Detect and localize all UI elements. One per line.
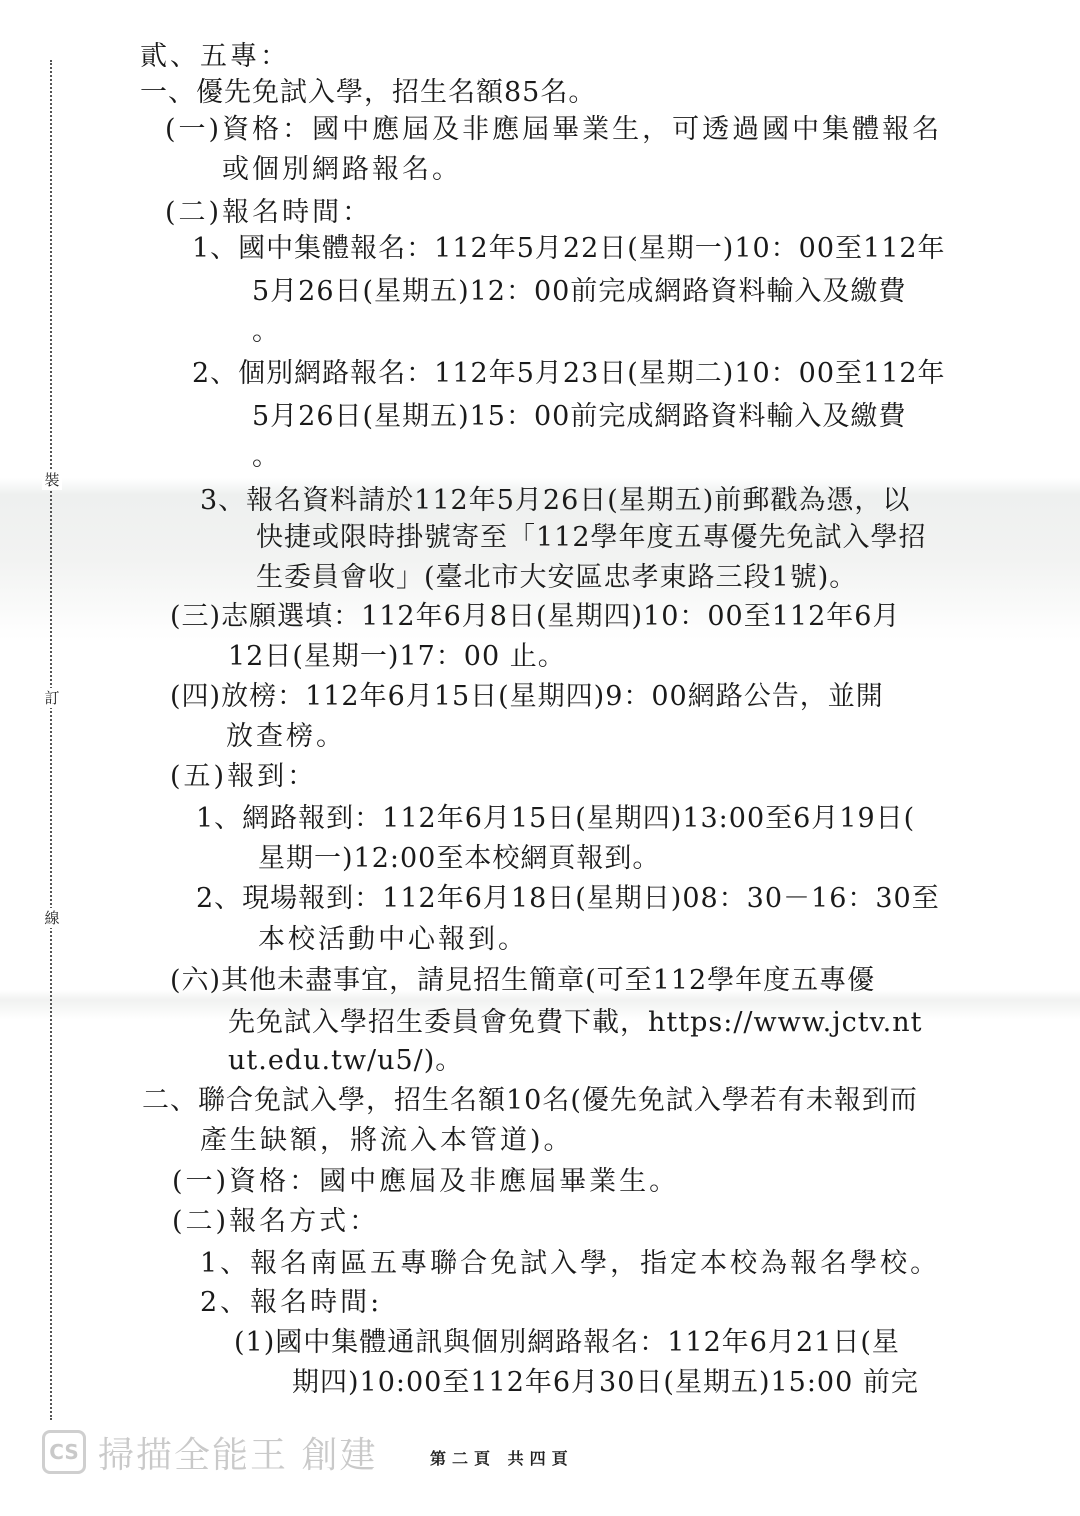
scanner-watermark — [42, 1426, 377, 1478]
text-line: ut.edu.tw/u5/)。 — [228, 1045, 464, 1076]
text-line: 本校活動中心報到。 — [258, 924, 528, 955]
text-line: (三)志願選填：112年6月8日(星期四)10：00至112年6月 — [170, 601, 901, 632]
text-line: 5月26日(星期五)15：00前完成網路資料輸入及繳費 — [252, 401, 907, 432]
text-line: 先免試入學招生委員會免費下載，https://www.jctv.nt — [228, 1007, 923, 1038]
item-heading: 二、聯合免試入學，招生名額10名(優先免試入學若有未報到而 — [142, 1085, 918, 1116]
text-line: 2、報名時間: — [200, 1287, 383, 1318]
text-line: 。 — [252, 316, 282, 347]
section-heading: 貳、五專： — [140, 41, 290, 72]
text-line: (二)報名方式： — [172, 1206, 380, 1237]
text-line: 星期一)12:00至本校網頁報到。 — [258, 843, 661, 874]
text-line: (四)放榜：112年6月15日(星期四)9：00網路公告，並開 — [170, 681, 884, 712]
text-line: 1、國中集體報名：112年5月22日(星期一)10：00至112年 — [192, 233, 946, 264]
binding-mark-middle: 訂 — [42, 688, 62, 708]
text-line: 5月26日(星期五)12：00前完成網路資料輸入及繳費 — [252, 276, 907, 307]
text-line: 3、報名資料請於112年5月26日(星期五)前郵戳為憑，以 — [200, 485, 911, 516]
text-line: 2、現場報到：112年6月18日(星期日)08：30－16：30至 — [196, 883, 940, 914]
text-line: 產生缺額，將流入本管道)。 — [200, 1125, 574, 1156]
text-line: (二)報名時間： — [165, 197, 373, 228]
text-line: 快捷或限時掛號寄至「112學年度五專優先免試入學招 — [256, 522, 927, 553]
text-line: (1)國中集體通訊與個別網路報名：112年6月21日(星 — [234, 1327, 900, 1358]
watermark-text: 掃描全能王 創建 — [98, 1434, 378, 1476]
binding-mark-top: 裝 — [42, 470, 62, 490]
text-line: 1、報名南區五專聯合免試入學，指定本校為報名學校。 — [200, 1248, 941, 1279]
page-number: 第二頁 共四頁 — [430, 1449, 574, 1468]
text-line: 1、網路報到：112年6月15日(星期四)13:00至6月19日( — [196, 803, 916, 834]
text-line: 生委員會收」(臺北市大安區忠孝東路三段1號)。 — [256, 562, 858, 593]
text-line: 2、個別網路報名：112年5月23日(星期二)10：00至112年 — [192, 358, 946, 389]
text-line: (一)資格：國中應屆及非應屆畢業生。 — [172, 1166, 680, 1197]
binding-mark-bottom: 線 — [42, 908, 62, 928]
text-line: 12日(星期一)17：00 止。 — [228, 641, 566, 672]
item-heading: 一、優先免試入學，招生名額85名。 — [140, 77, 597, 108]
text-line: 放查榜。 — [226, 721, 346, 752]
text-line: 或個別網路報名。 — [222, 154, 462, 185]
camscanner-logo-icon: CS — [42, 1430, 86, 1474]
text-line: 。 — [252, 441, 282, 472]
text-line: (一)資格：國中應屆及非應屆畢業生，可透過國中集體報名 — [165, 114, 943, 145]
text-line: 期四)10:00至112年6月30日(星期五)15:00 前完 — [292, 1367, 919, 1398]
text-line: (六)其他未盡事宜，請見招生簡章(可至112學年度五專優 — [170, 965, 876, 996]
text-line: (五)報到： — [170, 761, 318, 792]
binding-dotted-line — [50, 60, 52, 1420]
